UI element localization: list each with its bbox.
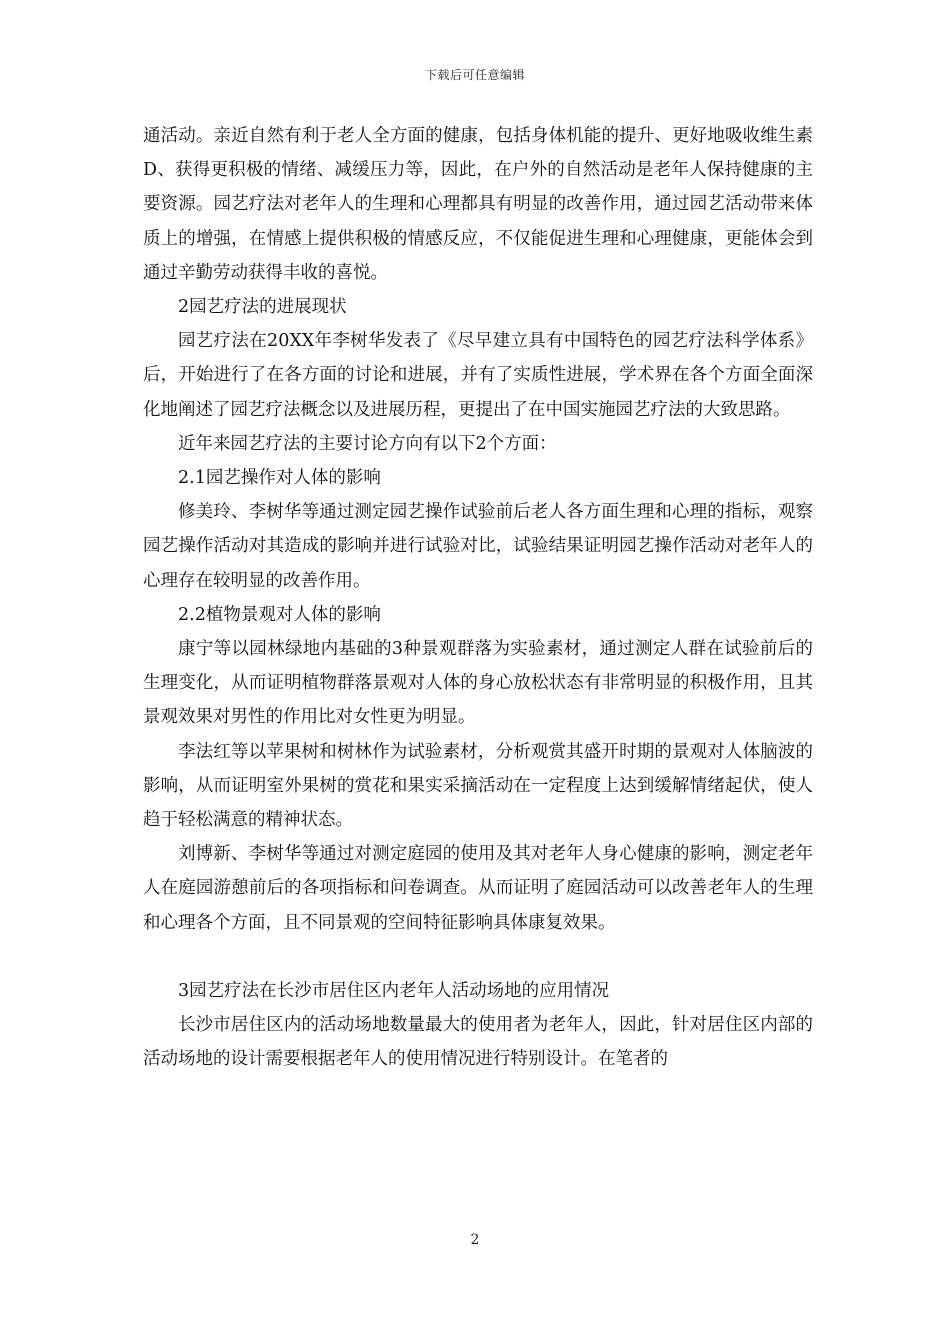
paragraph: 近年来园艺疗法的主要讨论方向有以下2个方面：: [178, 433, 557, 454]
section-heading: 3园艺疗法在长沙市居住区内老年人活动场地的应用情况: [178, 980, 610, 1001]
paragraph: 修美玲、李树华等通过测定园艺操作试验前后老人各方面生理和心理的指标，观察园艺操作活动对其造成的影响并进行试验对比，试验结果证明园艺操作活动对老年人的心理存在较明显的改善作用。: [143, 502, 813, 591]
page-header: 下载后可任意编辑: [424, 68, 525, 82]
page-number: 2: [470, 1232, 480, 1248]
subsection-heading: 2.2植物景观对人体的影响: [178, 604, 381, 625]
subsection-heading: 2.1园艺操作对人体的影响: [178, 468, 381, 489]
paragraph: 园艺疗法在20XX年李树华发表了《尽早建立具有中国特色的园艺疗法科学体系》后，开始进行了在各方面的讨论和进展，并有了实质性进展，学术界在各个方面全面深化地阐述了园艺疗法概念以及进展历程，更提出了在中国实施园艺疗法的大致思路。: [143, 331, 813, 420]
paragraph: 康宁等以园林绿地内基础的3种景观群落为实验素材，通过测定人群在试验前后的生理变化，从而证明植物群落景观对人体的身心放松状态有非常明显的积极作用，且其景观效果对男性的作用比对女性更为明显。: [143, 639, 813, 728]
document-body: [143, 119, 813, 1076]
paragraph: 通活动。亲近自然有利于老人全方面的健康，包括身体机能的提升、更好地吸收维生素D、获得更积极的情绪、减缓压力等，因此，在户外的自然活动是老年人保持健康的主要资源。园艺疗法对老年人的生理和心理都具有明显的改善作用，通过园艺活动带来体质上的增强，在情感上提供积极的情感反应，不仅能促进生理和心理健康，更能体会到通过辛勤劳动获得丰收的喜悦。: [143, 126, 813, 283]
paragraph: 李法红等以苹果树和树林作为试验素材，分析观赏其盛开时期的景观对人体脑波的影响，从而证明室外果树的赏花和果实采摘活动在一定程度上达到缓解情绪起伏，使人趋于轻松满意的精神状态。: [143, 741, 813, 831]
paragraph: 刘博新、李树华等通过对测定庭园的使用及其对老年人身心健康的影响，测定老年人在庭园游憩前后的各项指标和问卷调查。从而证明了庭园活动可以改善老年人的生理和心理各个方面，且不同景观的空间特征影响具体康复效果。: [143, 844, 813, 933]
paragraph: 长沙市居住区内的活动场地数量最大的使用者为老年人，因此，针对居住区内部的活动场地的设计需要根据老年人的使用情况进行特别设计。在笔者的: [143, 1015, 813, 1070]
section-heading: 2园艺疗法的进展现状: [178, 297, 347, 318]
